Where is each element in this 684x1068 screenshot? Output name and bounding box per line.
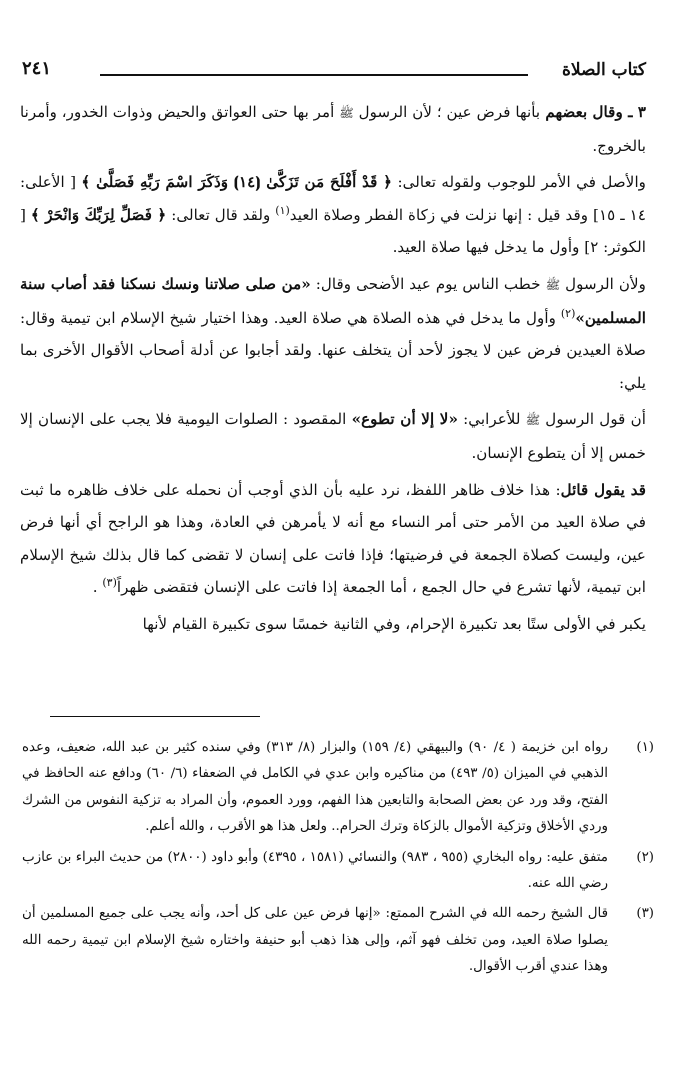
p4-text-2: للأعرابي: bbox=[457, 410, 526, 429]
salawat-glyph: ﷺ bbox=[525, 413, 541, 428]
footnote-separator bbox=[50, 716, 260, 717]
p1-text-1: بأنها فرض عين ؛ لأن الرسول bbox=[353, 103, 541, 121]
p2-text-4: [ الكوثر: ٢] وأول ما يدخل فيها صلاة العيد. bbox=[20, 205, 646, 257]
p2-text-3: ولقد قال تعالى: bbox=[166, 205, 276, 224]
p5-text-2: . bbox=[92, 578, 103, 597]
p5-lead: قد يقول قائل bbox=[560, 480, 646, 499]
footnote-number: (٢) bbox=[636, 849, 654, 865]
paragraph-1 bbox=[20, 96, 646, 162]
p5-text-1: : هذا خلاف ظاهر اللفظ، نرد عليه بأن الذي أوجب أن نحمله على خلاف ظاهره ما ثبت في صلاة العيد من الأمر حتى أمر النساء مع أنه لا يأمرهن في العادة، وهذا هو الراجح أي أنها فرض عين، وليست كصلاة الجمعة في فرضيتها؛ فإذا فاتت على إنسان لا تقضى كما قال بذلك شيخ الإسلام ابن تيمية، لأنها تشرع في حال الجمع ، أما الجمعة إذا فاتت على الإنسان فتقضى ظهراً bbox=[20, 480, 646, 597]
p2-text-2: [ الأعلى: ١٤ ـ ١٥] وقد قيل : إنها نزلت في زكاة الفطر وصلاة العيد bbox=[20, 173, 646, 224]
footnote-2 bbox=[22, 845, 654, 898]
header-rule bbox=[100, 74, 528, 76]
page-number: ٢٤١ bbox=[22, 58, 52, 79]
hadith-quote-2: «لا إلا أن تطوع» bbox=[351, 410, 458, 429]
p3-text-3: وأول ما يدخل في هذه الصلاة هي صلاة العيد. وهذا اختيار شيخ الإسلام ابن تيمية وقال: صلاة العيدين فرض عين لا يجوز لأحد أن يتخلف عنها. ولقد أجابوا عن أدلة أصحاب الأقوال الأخرى بما يلي: bbox=[20, 308, 646, 392]
footnote-ref-3[interactable]: (٣) bbox=[102, 576, 117, 590]
paragraph-5 bbox=[20, 474, 646, 604]
footnote-3 bbox=[22, 901, 654, 980]
p6-text: يكبر في الأولى ستًا بعد تكبيرة الإحرام، وفي الثانية خمسًا سوى تكبيرة القيام لأنها bbox=[142, 614, 646, 633]
p3-text-2: خطب الناس يوم عيد الأضحى وقال: bbox=[310, 274, 546, 293]
paragraph-4 bbox=[20, 403, 646, 469]
paragraph-6 bbox=[20, 608, 646, 641]
quran-verse-2: ﴿ فَصَلِّ لِرَبِّكَ وَانْحَرْ ﴾ bbox=[30, 205, 167, 224]
p1-lead: ٣ ـ وقال بعضهم bbox=[540, 103, 646, 121]
page-header bbox=[22, 56, 646, 86]
salawat-glyph: ﷺ bbox=[339, 106, 354, 120]
salawat-glyph: ﷺ bbox=[545, 277, 561, 292]
footnote-ref-1[interactable]: (١) bbox=[275, 203, 290, 217]
hadith-quote-1: «من صلى صلاتنا ونسك نسكنا فقد أصاب سنة المسلمين» bbox=[20, 274, 646, 327]
p4-text-3: المقصود : الصلوات اليومية فلا يجب على الإنسان إلا خمس إلا أن يتطوع الإنسان. bbox=[20, 410, 646, 462]
footnote-text: متفق عليه: رواه البخاري (٩٥٥ ، ٩٨٣) والنسائي (١٥٨١ ، ٤٣٩٥) وأبو داود (٢٨٠٠) من حديث البراء بن عازب رضي الله عنه. bbox=[22, 849, 608, 892]
quran-verse-1: ﴿ قَدْ أَفْلَحَ مَن تَزَكَّىٰ ⦗١٤⦘ وَذَكَرَ اسْمَ رَبِّهِ فَصَلَّىٰ ﴾ bbox=[81, 173, 393, 192]
p1-text-2: أمر بها حتى العواتق والحيض وذوات الخدور، وأمرنا بالخروج. bbox=[20, 103, 646, 155]
footnote-text: قال الشيخ رحمه الله في الشرح الممتع: «إنها فرض عين على كل أحد، وأنه يجب على جميع المسلمين أن يصلوا صلاة العيد، ومن تخلف فهو آثم، وإلى هذا ذهب أبو حنيفة واختاره شيخ الإسلام ابن تيمية رحمه الله وهذا عندي أقرب الأقوال. bbox=[22, 906, 608, 975]
footnote-number: (١) bbox=[636, 740, 654, 755]
footnotes bbox=[22, 735, 654, 985]
p3-text-1: ولأن الرسول bbox=[560, 274, 647, 293]
running-title: كتاب الصلاة bbox=[561, 60, 646, 80]
paragraph-3 bbox=[20, 268, 646, 399]
p4-text-1: أن قول الرسول bbox=[540, 410, 646, 429]
footnote-ref-2[interactable]: (٢) bbox=[560, 306, 576, 320]
paragraph-2 bbox=[20, 166, 646, 264]
main-text bbox=[20, 96, 646, 645]
footnote-1 bbox=[22, 735, 654, 841]
p2-text-1: والأصل في الأمر للوجوب ولقوله تعالى: bbox=[392, 173, 647, 192]
footnote-text: رواه ابن خزيمة ( ٤/ ٩٠) والبيهقي (٤/ ١٥٩) والبزار (٨/ ٣١٣) وفي سنده كثير بن عبد الله، ضعيف، وعده الذهبي في الميزان (٥/ ٤٩٣) من مناكيره وابن عدي في الكامل في الضعفاء (٦/ ٦٠) ودافع عنه الحافظ في الفتح، وقد ورد عن بعض الصحابة والتابعين هذا الفهم، وورد العموم، وأن المراد به تزكية النفوس من الشرك وردي الأخلاق وتزكية الأموال بالزكاة وترك الحرام.. ولعل هذا هو الأقرب ، والله أعلم. bbox=[22, 740, 608, 835]
footnote-number: (٣) bbox=[636, 906, 654, 922]
